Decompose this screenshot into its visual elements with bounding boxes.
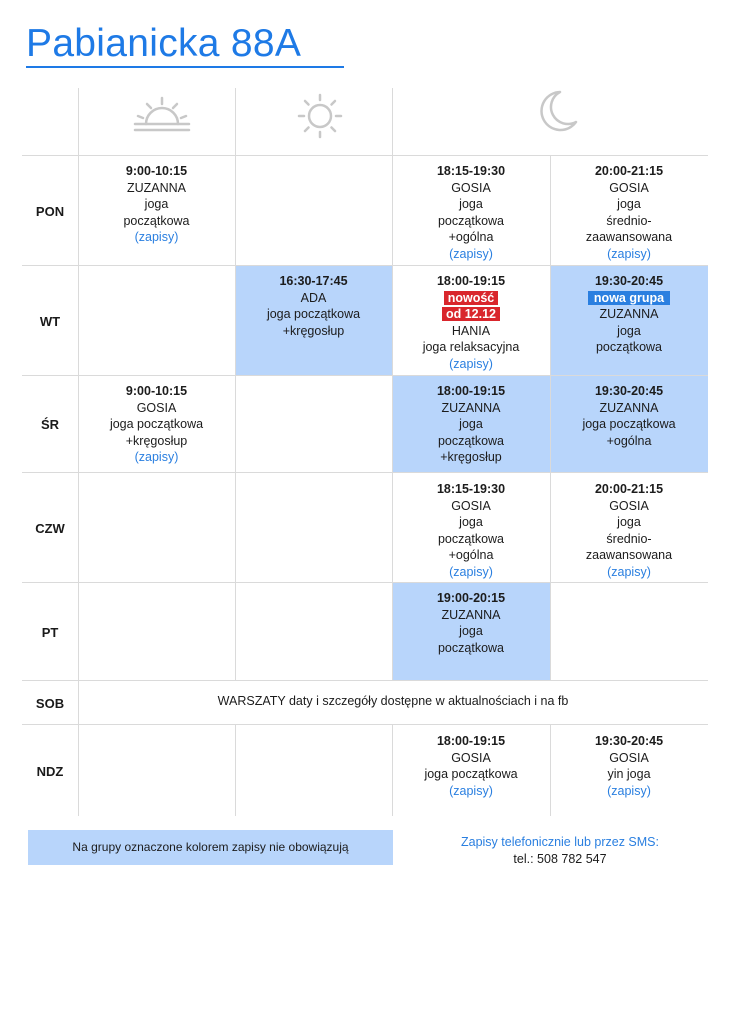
day-label-sob: SOB <box>35 696 65 711</box>
class-description: joga relaksacyjna <box>422 340 520 354</box>
class-description: joga początkowa <box>109 417 204 431</box>
class-description: początkowa <box>437 531 504 546</box>
class-time: 18:15-19:30 <box>436 482 506 496</box>
title-underline <box>26 66 344 68</box>
class-description: joga <box>459 417 483 431</box>
class-description: zaawansowana <box>585 230 673 244</box>
new-group-badge: nowa grupa <box>588 291 670 305</box>
class-description: początkowa <box>437 213 504 228</box>
class-description: joga początkowa <box>582 417 676 431</box>
badge-row <box>392 290 550 307</box>
sunrise-icon <box>133 96 191 136</box>
instructor-name: GOSIA <box>451 180 491 195</box>
class-description: początkowa <box>437 433 504 448</box>
class-time: 19:30-20:45 <box>594 734 664 748</box>
class-slot-czw-4 <box>550 481 708 580</box>
instructor-name: GOSIA <box>136 400 177 415</box>
class-description: joga <box>459 515 483 529</box>
class-slot-ndz-4 <box>550 733 708 799</box>
class-slot-wt-3 <box>392 273 550 372</box>
signup-link[interactable]: (zapisy) <box>134 450 179 464</box>
class-description: +kręgosłup <box>282 323 345 338</box>
signup-link[interactable]: (zapisy) <box>134 230 179 244</box>
instructor-name: ADA <box>300 290 327 305</box>
class-time: 20:00-21:15 <box>594 482 664 496</box>
day-label-wt: WT <box>39 314 61 329</box>
class-time: 19:00-20:15 <box>436 591 506 605</box>
class-slot-pon-3 <box>392 163 550 262</box>
class-slot-sr-3 <box>392 383 550 466</box>
instructor-name: HANIA <box>451 323 491 338</box>
class-description: średnio- <box>606 213 652 228</box>
class-time: 19:30-20:45 <box>594 274 664 288</box>
instructor-name: GOSIA <box>451 498 491 513</box>
class-slot-pt-3 <box>392 590 550 656</box>
class-description: +ogólna <box>606 433 652 448</box>
signup-link[interactable]: (zapisy) <box>449 783 493 798</box>
instructor-name: ZUZANNA <box>441 400 501 415</box>
legend-box: Na grupy oznaczone kolorem zapisy nie obowiązują <box>28 830 393 865</box>
grid-hline <box>22 265 708 266</box>
grid-hline <box>22 582 708 583</box>
class-description: +ogólna <box>448 230 494 244</box>
class-description: średnio- <box>606 531 652 546</box>
day-label-czw: CZW <box>35 521 65 536</box>
signup-link[interactable]: (zapisy) <box>449 356 493 371</box>
class-slot-sr-4 <box>550 383 708 449</box>
instructor-name: GOSIA <box>609 498 649 513</box>
class-time: 19:30-20:45 <box>594 384 664 398</box>
class-slot-sr-1 <box>78 383 235 466</box>
class-description: joga <box>459 624 483 638</box>
class-description: joga początkowa <box>266 307 361 321</box>
badge-row <box>392 306 550 323</box>
instructor-name: ZUZANNA <box>126 180 187 195</box>
page-title: Pabianicka 88A <box>26 22 302 65</box>
instructor-name: ZUZANNA <box>441 607 501 622</box>
class-description: +kręgosłup <box>440 450 502 464</box>
moon-icon <box>536 88 580 134</box>
class-time: 18:00-19:15 <box>436 384 506 398</box>
class-description: +kręgosłup <box>125 433 188 448</box>
class-description: joga <box>459 197 483 211</box>
class-slot-pon-1 <box>78 163 235 246</box>
class-description: joga <box>617 197 641 211</box>
grid-hline <box>22 680 708 681</box>
grid-hline <box>22 155 708 156</box>
class-description: +ogólna <box>448 548 494 562</box>
new-badge: nowość <box>444 291 499 305</box>
signup-link[interactable]: (zapisy) <box>607 564 651 579</box>
class-time: 18:15-19:30 <box>436 164 506 178</box>
class-description: joga <box>617 323 641 338</box>
instructor-name: GOSIA <box>609 750 649 765</box>
class-slot-wt-4 <box>550 273 708 356</box>
grid-hline <box>22 724 708 725</box>
contact-signup-text: Zapisy telefonicznie lub przez SMS: <box>460 835 659 849</box>
instructor-name: ZUZANNA <box>599 400 659 415</box>
contact-info <box>425 834 695 868</box>
signup-link[interactable]: (zapisy) <box>449 246 493 261</box>
sun-icon <box>296 92 344 140</box>
class-time: 16:30-17:45 <box>279 274 348 288</box>
class-slot-ndz-3 <box>392 733 550 799</box>
class-time: 9:00-10:15 <box>125 384 188 398</box>
grid-hline <box>22 472 708 473</box>
signup-link[interactable]: (zapisy) <box>449 564 493 579</box>
class-description: początkowa <box>123 213 190 228</box>
instructor-name: GOSIA <box>451 750 491 765</box>
grid-hline <box>22 375 708 376</box>
day-label-pt: PT <box>41 625 59 640</box>
saturday-workshops-text: WARSZATY daty i szczegóły dostępne w aktualnościach i na fb <box>217 694 569 708</box>
day-label-sr: ŚR <box>40 417 60 432</box>
badge-row <box>550 290 708 307</box>
new-badge: od 12.12 <box>442 307 500 321</box>
class-description: początkowa <box>595 340 662 354</box>
class-time: 20:00-21:15 <box>594 164 664 178</box>
day-label-ndz: NDZ <box>36 764 64 779</box>
class-slot-pon-4 <box>550 163 708 262</box>
contact-phone: tel.: 508 782 547 <box>513 852 607 866</box>
grid-vline <box>235 88 236 680</box>
class-time: 9:00-10:15 <box>125 164 188 178</box>
class-description: joga <box>617 515 641 529</box>
class-description: zaawansowana <box>585 548 673 562</box>
class-description: joga początkowa <box>424 767 518 781</box>
instructor-name: ZUZANNA <box>599 307 659 321</box>
grid-vline <box>235 724 236 816</box>
class-description: yin joga <box>607 767 651 781</box>
instructor-name: GOSIA <box>609 180 649 195</box>
class-slot-wt-2 <box>235 273 392 339</box>
signup-link[interactable]: (zapisy) <box>607 783 651 798</box>
class-time: 18:00-19:15 <box>436 274 506 288</box>
day-label-pon: PON <box>35 204 65 219</box>
class-description: początkowa <box>437 640 504 655</box>
class-time: 18:00-19:15 <box>436 734 506 748</box>
class-slot-czw-3 <box>392 481 550 580</box>
class-description: joga <box>144 197 169 211</box>
signup-link[interactable]: (zapisy) <box>607 246 651 261</box>
